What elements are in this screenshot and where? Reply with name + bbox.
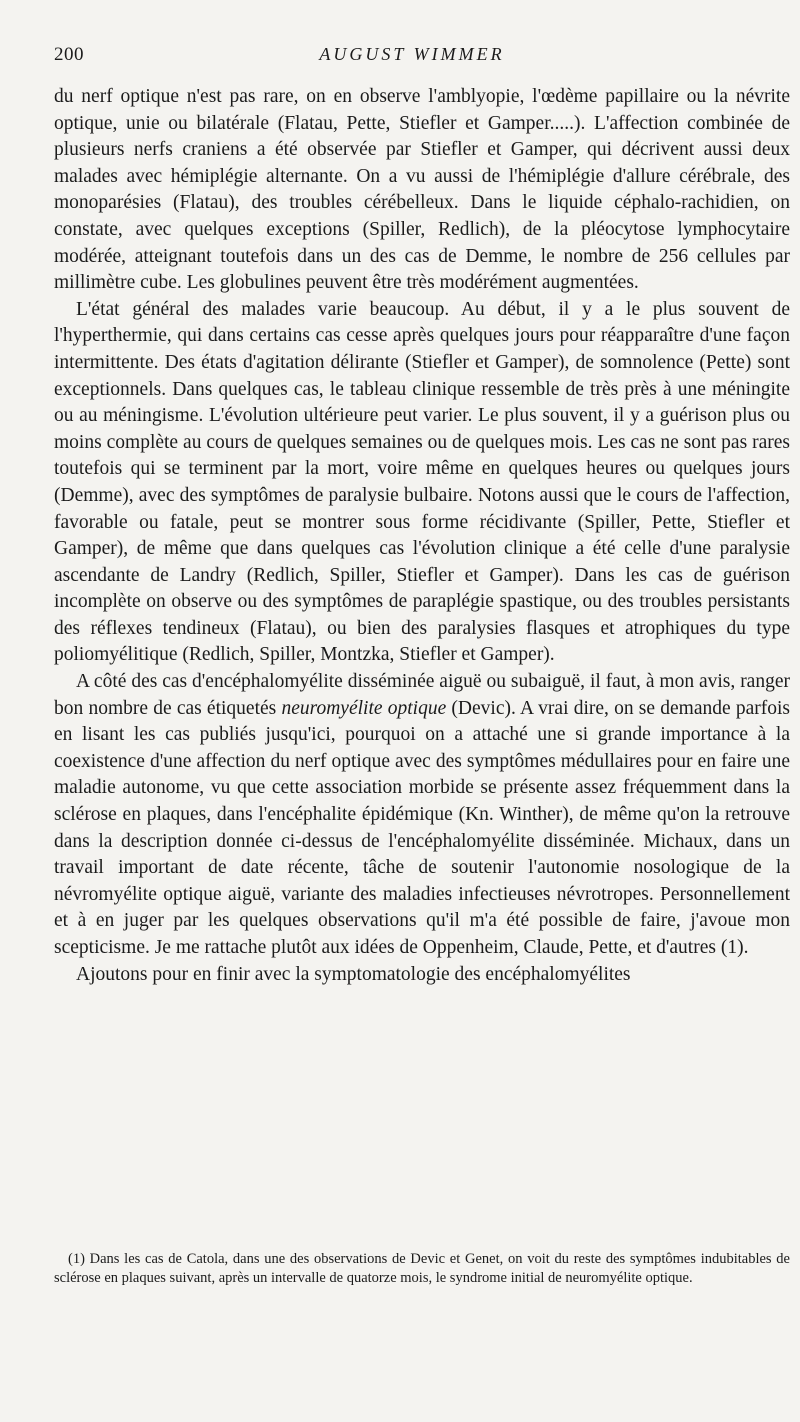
paragraph-3-text-before: A côté des cas d'encéphalomyélite disséminée aiguë ou subaiguë, il faut, à mon avis, ranger bon nombre de cas étiquetés [54,671,790,719]
footnote-1: (1) Dans les cas de Catola, dans une des observations de Devic et Genet, on voit du reste des symptômes indubitables de sclérose en plaques suivant, après un intervalle de quatorze mois, le syndrome initial de neuromyélite optique. [54,1251,790,1286]
body-text [54,84,790,988]
paragraph-1: du nerf optique n'est pas rare, on en observe l'amblyopie, l'œdème papillaire ou la névrite optique, unie ou bilatérale (Flatau, Pette, Stiefler et Gamper.....). L'affection combinée de plusieurs nerfs craniens a été observée par Stiefler et Gamper, qui décrivent aussi deux malades avec hémiplégie alternante. On a vu aussi de l'hémiplégie d'allure cérébrale, des monoparésies (Flatau), des troubles cérébelleux. Dans le liquide céphalo-rachidien, on constate, avec quelques exceptions (Spiller, Redlich), de la pléocytose lymphocytaire modérée, atteignant toutefois dans un des cas de Demme, le nombre de 256 cellules par millimètre cube. Les globulines peuvent être très modérément augmentées. [54,86,790,294]
paragraph-3 [54,669,790,962]
paragraph-4: Ajoutons pour en finir avec la symptomatologie des encéphalomyélites [76,963,631,985]
paragraph-3-text-after: (Devic). A vrai dire, on se demande parfois en lisant les cas publiés jusqu'ici, pourquoi on a attaché une si grande importance à la coexistence d'une affection du nerf optique avec des symptômes médullaires pour en faire une maladie autonome, vu que cette association morbide se présente assez fréquemment dans la sclérose en plaques, dans l'encéphalite épidémique (Kn. Winther), de même qu'on la retrouve dans la description donnée ci-dessus de l'encéphalomyélite disséminée. Michaux, dans un travail important de date récente, tâche de soutenir l'autonomie nosologique de la névromyélite optique aiguë, variante des maladies infectieuses névrotropes. Personnellement et à en juger par les quelques observations qu'il m'a été possible de faire, j'avoue mon scepticisme. Je me rattache plutôt aux idées de Oppenheim, Claude, Pette, et d'autres (1). [54,697,790,958]
running-head [54,44,770,70]
running-title: AUGUST WIMMER [319,44,505,64]
paragraph-3-emphasis: neuromyélite optique [281,697,447,719]
page-number: 200 [54,44,84,65]
footnotes [54,1250,790,1288]
paragraph-2: L'état général des malades varie beaucoup. Au début, il y a le plus souvent de l'hyperthermie, qui dans certains cas cesse après quelques jours pour réapparaître d'une façon intermittente. Des états d'agitation délirante (Stiefler et Gamper), de somnolence (Pette) sont exceptionnels. Dans quelques cas, le tableau clinique ressemble de très près à une méningite ou au méningisme. L'évolution ultérieure peut varier. Le plus souvent, il y a guérison plus ou moins complète au cours de quelques semaines ou de quelques mois. Les cas ne sont pas rares toutefois qui se terminent par la mort, voire même en quelques heures ou quelques jours (Demme), avec des symptômes de paralysie bulbaire. Notons aussi que le cours de l'affection, favorable ou fatale, peut se montrer sous forme récidivante (Spiller, Pette, Stiefler et Gamper), de même que dans quelques cas l'évolution clinique a été celle d'une paralysie ascendante de Landry (Redlich, Spiller, Stiefler et Gamper). Dans les cas de guérison incomplète on observe ou des symptômes de paraplégie spastique, ou des troubles persistants des réflexes tendineux (Flatau), ou bien des paralysies flasques et atrophiques du type poliomyélitique (Redlich, Spiller, Montzka, Stiefler et Gamper). [54,298,790,666]
